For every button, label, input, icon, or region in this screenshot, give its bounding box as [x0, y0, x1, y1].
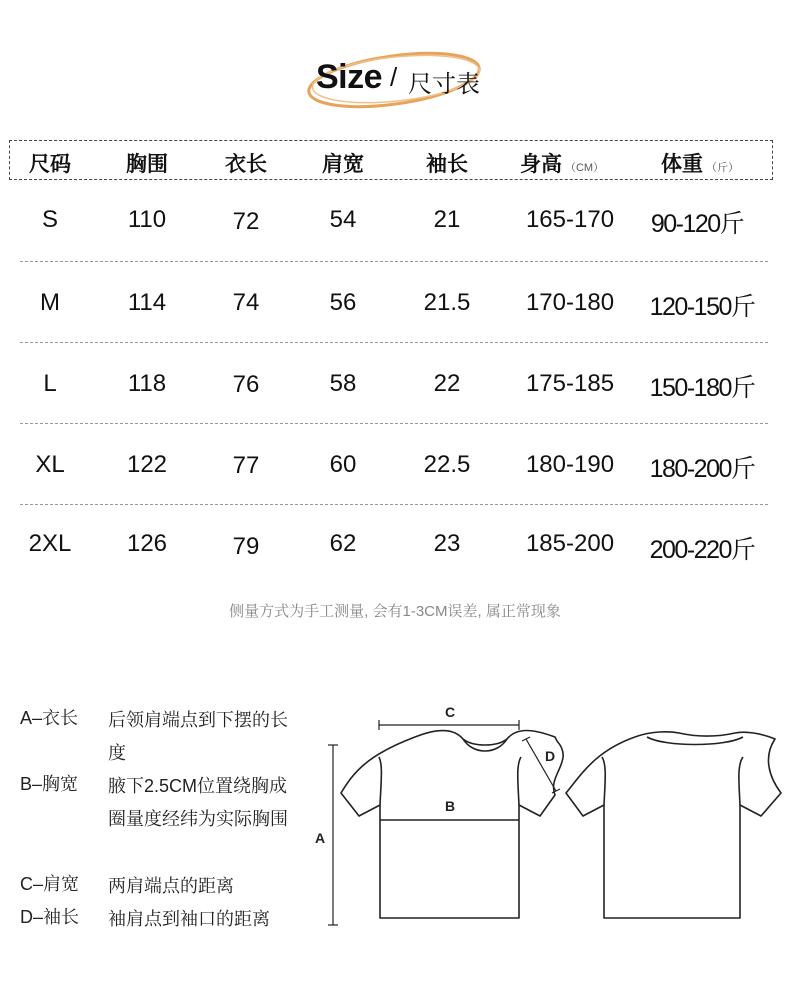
- row-shoulder: 60: [329, 451, 357, 478]
- row-sleeve: 22: [433, 370, 461, 397]
- row-sleeve: 23: [433, 530, 461, 557]
- row-divider: [20, 504, 768, 505]
- title-size-word: Size: [316, 58, 383, 96]
- row-weight: 150-180斤: [649, 374, 755, 402]
- header-weight-unit: （斤）: [706, 162, 739, 174]
- diagram-label-b: B: [445, 798, 456, 814]
- title-chinese: 尺寸表: [408, 71, 480, 98]
- header-weight: 体重 （斤）: [661, 153, 739, 176]
- row-length: 77: [232, 452, 260, 479]
- back-tshirt-outline: [566, 732, 781, 918]
- row-weight: 120-150斤: [649, 293, 755, 321]
- row-height: 170-180: [525, 289, 615, 316]
- title-separator: /: [390, 62, 398, 92]
- row-length: 76: [232, 371, 260, 398]
- row-chest: 114: [127, 289, 167, 316]
- row-length: 79: [232, 533, 260, 560]
- legend-desc: 两肩端点的距离: [108, 876, 234, 896]
- legend-key: C–肩宽: [20, 874, 80, 894]
- header-height-unit: （CM）: [564, 162, 605, 174]
- row-height: 165-170: [525, 206, 615, 233]
- row-shoulder: 58: [329, 370, 357, 397]
- diagram-label-c: C: [445, 704, 456, 720]
- row-length: 72: [232, 208, 260, 235]
- row-size: XL: [35, 451, 65, 478]
- header-size: 尺码: [29, 153, 71, 176]
- legend-key: D–袖长: [20, 907, 80, 927]
- row-shoulder: 56: [329, 289, 357, 316]
- header-chest: 胸围: [126, 153, 168, 176]
- row-height: 185-200: [525, 530, 615, 557]
- legend-key: A–衣长: [20, 708, 79, 728]
- row-sleeve: 22.5: [423, 451, 471, 478]
- header-sleeve: 袖长: [426, 153, 468, 176]
- row-size: L: [43, 370, 57, 397]
- row-weight: 90-120斤: [650, 210, 744, 238]
- legend-key: B–胸宽: [20, 774, 79, 794]
- table-header-box: [9, 140, 773, 180]
- row-chest: 126: [126, 530, 168, 557]
- row-divider: [20, 423, 768, 424]
- row-divider: [20, 261, 768, 262]
- tshirt-measurement-diagram: [305, 695, 785, 940]
- legend-desc: 腋下2.5CM位置绕胸成圈量度经纬为实际胸围: [108, 776, 288, 829]
- row-height: 180-190: [525, 451, 615, 478]
- legend-desc: 袖肩点到袖口的距离: [108, 909, 270, 929]
- row-sleeve: 21: [433, 206, 461, 233]
- header-length: 衣长: [225, 153, 267, 176]
- row-size: 2XL: [28, 530, 72, 557]
- diagram-label-a: A: [315, 830, 326, 846]
- row-chest: 118: [127, 370, 167, 397]
- header-shoulder: 肩宽: [322, 153, 364, 176]
- row-length: 74: [232, 289, 260, 316]
- front-tshirt-outline: [341, 731, 563, 919]
- measurement-note: 侧量方式为手工测量, 会有1-3CM误差, 属正常现象: [229, 603, 561, 620]
- row-shoulder: 62: [329, 530, 357, 557]
- row-chest: 122: [126, 451, 168, 478]
- sleeve-measure-line: [526, 739, 556, 791]
- row-sleeve: 21.5: [423, 289, 471, 316]
- row-divider: [20, 342, 768, 343]
- row-weight: 180-200斤: [649, 455, 755, 483]
- header-height: 身高 （CM）: [519, 153, 605, 176]
- row-chest: 110: [127, 206, 167, 233]
- row-size: M: [40, 289, 60, 316]
- row-height: 175-185: [525, 370, 615, 397]
- diagram-label-d: D: [545, 748, 556, 764]
- row-shoulder: 54: [329, 206, 357, 233]
- legend-desc: 后领肩端点到下摆的长度: [108, 710, 288, 763]
- row-size: S: [41, 206, 59, 233]
- size-chart-title: [300, 42, 500, 114]
- row-weight: 200-220斤: [649, 536, 755, 564]
